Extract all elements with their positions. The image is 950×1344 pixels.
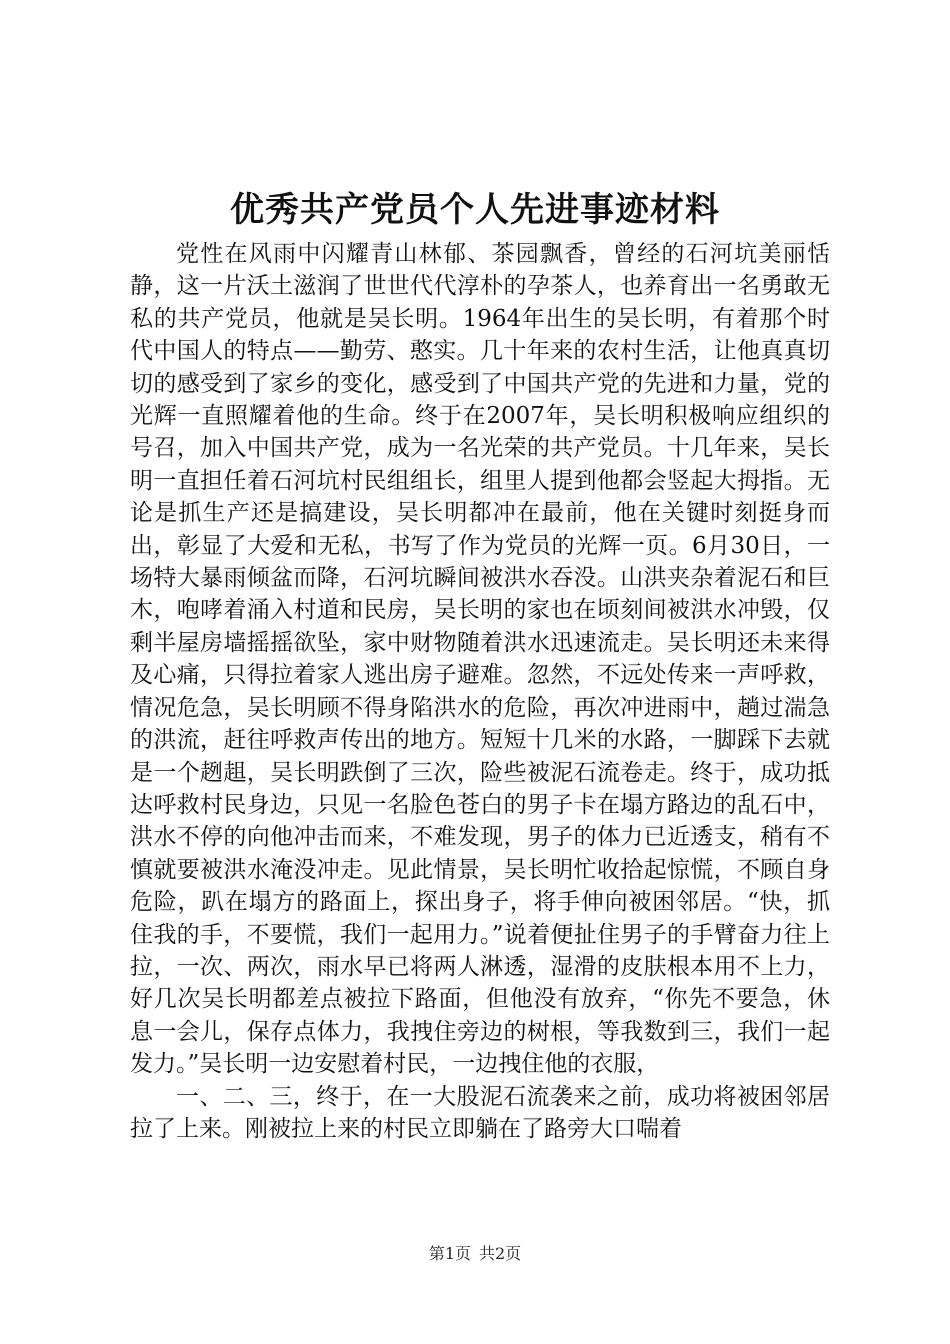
document-body [130,238,830,1145]
body-paragraph-2: 一、二、三，终于，在一大股泥石流袭来之前，成功将被困邻居拉了上来。刚被拉上来的村民立即躺在了路旁大口喘着 [130,1083,830,1142]
body-paragraph-1: 党性在风雨中闪耀青山林郁、茶园飘香，曾经的石河坑美丽恬静，这一片沃土滋润了世世代代淳朴的孕茶人，也养育出一名勇敢无私的共产党员，他就是吴长明。1964年出生的吴长明，有着那个时代中国人的特点——勤劳、憨实。几十年来的农村生活，让他真真切切的感受到了家乡的变化，感受到了中国共产党的先进和力量，党的光辉一直照耀着他的生命。终于在2007年，吴长明积极响应组织的号召，加入中国共产党，成为一名光荣的共产党员。十几年来，吴长明一直担任着石河坑村民组组长，组里人提到他都会竖起大拇指。无论是抓生产还是搞建设，吴长明都冲在最前，他在关键时刻挺身而出，彰显了大爱和无私，书写了作为党员的光辉一页。6月30日，一场特大暴雨倾盆而降，石河坑瞬间被洪水吞没。山洪夹杂着泥石和巨木，咆哮着涌入村道和民房，吴长明的家也在顷刻间被洪水冲毁，仅剩半屋房墙摇摇欲坠，家中财物随着洪水迅速流走。吴长明还未来得及心痛，只得拉着家人逃出房子避难。忽然，不远处传来一声呼救，情况危急，吴长明顾不得身陷洪水的危险，再次冲进雨中，趟过湍急的洪流，赶往呼救声传出的地方。短短十几米的水路，一脚踩下去就是一个趔趄，吴长明跌倒了三次，险些被泥石流卷走。终于，成功抵达呼救村民身边，只见一名脸色苍白的男子卡在塌方路边的乱石中，洪水不停的向他冲击而来，不难发现，男子的体力已近透支，稍有不慎就要被洪水淹没冲走。见此情景，吴长明忙收拾起惊慌，不顾自身危险，趴在塌方的路面上，探出身子，将手伸向被困邻居。“快，抓住我的手，不要慌，我们一起用力。”说着便扯住男子的手臂奋力往上拉，一次、两次，雨水早已将两人淋透，湿滑的皮肤根本用不上力，好几次吴长明都差点被拉下路面，但他没有放弃，“你先不要急，休息一会儿，保存点体力，我拽住旁边的树根，等我数到三，我们一起发力。”吴长明一边安慰着村民，一边拽住他的衣服， [130,241,830,1078]
page-total: 共2页 [479,1244,522,1263]
page-number: 第1页 [428,1244,471,1263]
page-footer [0,1244,950,1264]
document-title: 优秀共产党员个人先进事迹材料 [230,190,720,230]
